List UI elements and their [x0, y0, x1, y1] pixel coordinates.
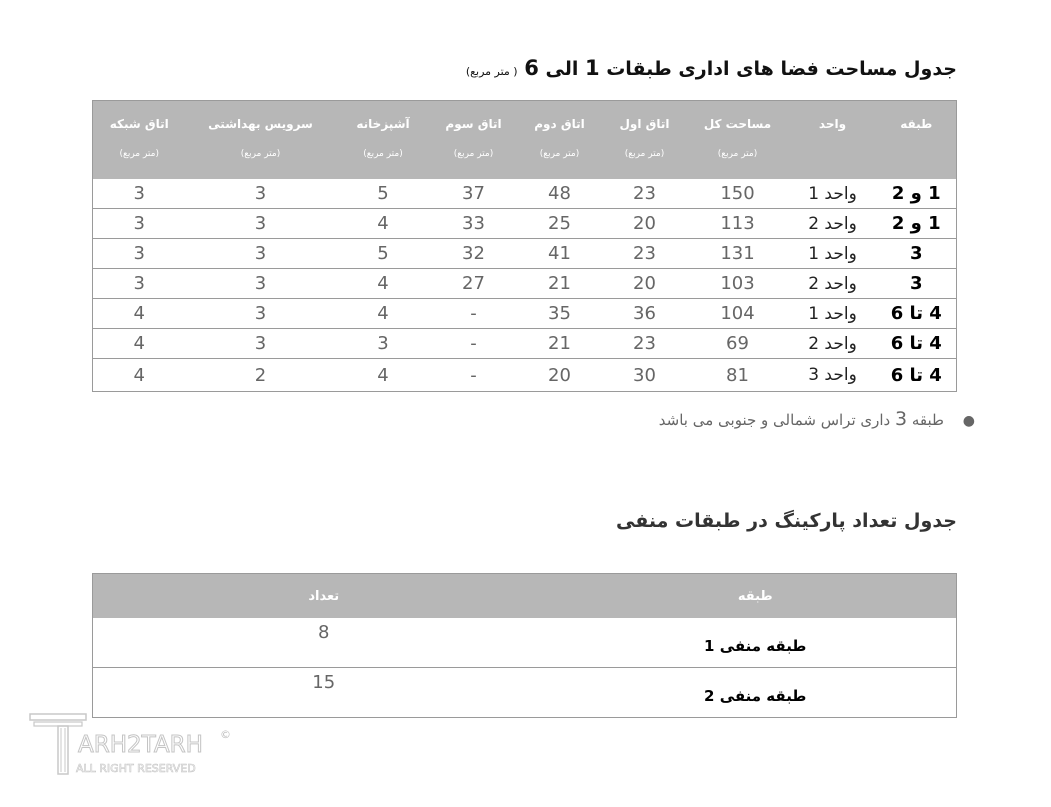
- column-header: [431, 101, 517, 180]
- terrace-note: [659, 408, 975, 430]
- table-row: [93, 179, 957, 209]
- table-row: [93, 668, 957, 718]
- logo-name: ARH2TARH: [78, 732, 203, 758]
- table-cell: واحد 2: [789, 269, 877, 299]
- table-cell: -: [431, 359, 517, 392]
- table-cell: 150: [687, 179, 789, 209]
- table-cell: 20: [603, 269, 687, 299]
- table-cell: 3: [186, 299, 336, 329]
- note-number: 3: [895, 408, 908, 430]
- table-cell: 35: [517, 299, 603, 329]
- table-cell: 3: [336, 329, 431, 359]
- table-cell: 3: [186, 179, 336, 209]
- table-cell: 21: [517, 269, 603, 299]
- table-cell: 5: [336, 179, 431, 209]
- column-header-unit: (متر مربع): [717, 149, 758, 159]
- table-cell: 3: [93, 179, 186, 209]
- table-cell: 27: [431, 269, 517, 299]
- table-cell: 3: [186, 209, 336, 239]
- table-cell: 2: [186, 359, 336, 392]
- table-cell: 21: [517, 329, 603, 359]
- column-header-label: مساحت کل: [703, 117, 772, 131]
- table-cell: 113: [687, 209, 789, 239]
- title-number-end: 6: [524, 56, 539, 80]
- logo-subtitle: ALL RIGHT RESERVED: [76, 762, 196, 775]
- table-cell: 4 تا 6: [877, 359, 957, 392]
- table-cell: 20: [517, 359, 603, 392]
- column-header-unit: (متر مربع): [363, 149, 403, 159]
- column-header-unit: (متر مربع): [119, 149, 159, 159]
- watermark-logo: [28, 712, 238, 782]
- table-header-row: [93, 574, 957, 619]
- table-row: [93, 209, 957, 239]
- table-cell: 3: [93, 269, 186, 299]
- table-cell: 4: [93, 299, 186, 329]
- column-header-unit: (متر مربع): [539, 149, 580, 159]
- table-cell: 4 تا 6: [877, 329, 957, 359]
- table-cell: 4: [336, 359, 431, 392]
- table-cell: 4: [336, 269, 431, 299]
- parking-table: [92, 573, 957, 718]
- table-cell: 36: [603, 299, 687, 329]
- table-cell: 37: [431, 179, 517, 209]
- column-header: [603, 101, 687, 180]
- column-header-label: اتاق دوم: [534, 117, 585, 131]
- table-cell: 32: [431, 239, 517, 269]
- table2-title: جدول تعداد پارکینگ در طبقات منفی: [615, 510, 957, 532]
- column-header-label: سرویس بهداشتی: [208, 117, 313, 131]
- table-cell: 4: [93, 329, 186, 359]
- table-cell: 1 و 2: [877, 209, 957, 239]
- table-row: [93, 618, 957, 668]
- table-cell: طبقه منفی 2: [555, 668, 957, 718]
- table-cell: 41: [517, 239, 603, 269]
- table-cell: 3: [186, 329, 336, 359]
- title-unit: ( متر مربع): [465, 65, 518, 78]
- column-header-label: آشپزخانه: [356, 117, 410, 131]
- table-cell: 3: [186, 269, 336, 299]
- table-header-row: [93, 101, 957, 180]
- table-row: [93, 329, 957, 359]
- table-cell: واحد 1: [789, 179, 877, 209]
- table-cell: -: [431, 329, 517, 359]
- column-header: [687, 101, 789, 180]
- bullet-icon: ●: [962, 413, 975, 429]
- table-cell: 104: [687, 299, 789, 329]
- table-cell: 33: [431, 209, 517, 239]
- table-cell: 48: [517, 179, 603, 209]
- column-header-label: اتاق اول: [619, 117, 670, 131]
- column-header: [93, 101, 186, 180]
- table-row: [93, 359, 957, 392]
- column-header: طبقه: [555, 574, 957, 619]
- table-cell: 4 تا 6: [877, 299, 957, 329]
- table-cell: 25: [517, 209, 603, 239]
- table-cell: 4: [93, 359, 186, 392]
- column-header-label: اتاق شبکه: [109, 117, 169, 131]
- office-area-table: [92, 100, 957, 392]
- table-cell: 5: [336, 239, 431, 269]
- column-header-label: اتاق سوم: [445, 117, 502, 131]
- table-cell: 3: [93, 239, 186, 269]
- table-cell: 81: [687, 359, 789, 392]
- table-cell: 15: [93, 668, 555, 718]
- table-cell: واحد 2: [789, 329, 877, 359]
- table-cell: -: [431, 299, 517, 329]
- table-cell: 23: [603, 329, 687, 359]
- note-text-before: طبقه: [911, 411, 944, 429]
- table-cell: 3: [877, 269, 957, 299]
- table-cell: واحد 1: [789, 299, 877, 329]
- table-cell: 20: [603, 209, 687, 239]
- copyright-icon: ©: [220, 728, 231, 741]
- column-header: [877, 101, 957, 180]
- table-cell: 3: [93, 209, 186, 239]
- table-cell: 23: [603, 239, 687, 269]
- column-header-unit: (متر مربع): [453, 149, 494, 159]
- table-cell: 3: [877, 239, 957, 269]
- column-header: [186, 101, 336, 180]
- note-text-after: داری تراس شمالی و جنوبی می باشد: [658, 411, 891, 429]
- column-header-unit: (متر مربع): [240, 149, 281, 159]
- table-cell: 3: [186, 239, 336, 269]
- table-cell: 103: [687, 269, 789, 299]
- table-cell: واحد 2: [789, 209, 877, 239]
- table-row: [93, 269, 957, 299]
- table-cell: طبقه منفی 1: [555, 618, 957, 668]
- column-header: [789, 101, 877, 180]
- table-cell: 4: [336, 299, 431, 329]
- table-row: [93, 239, 957, 269]
- table-cell: 23: [603, 179, 687, 209]
- column-header-unit: (متر مربع): [624, 149, 665, 159]
- title-connector: الی: [545, 58, 579, 80]
- title-number-start: 1: [584, 56, 600, 80]
- column-header-label: واحد: [818, 117, 847, 131]
- table-cell: 131: [687, 239, 789, 269]
- table1-title: [466, 56, 957, 80]
- column-header: [336, 101, 431, 180]
- table-cell: 1 و 2: [877, 179, 957, 209]
- column-header-label: طبقه: [900, 117, 933, 131]
- title-text: جدول مساحت فضا های اداری طبقات: [606, 58, 957, 80]
- table-row: [93, 299, 957, 329]
- table-cell: واحد 3: [789, 359, 877, 392]
- column-header: [517, 101, 603, 180]
- table-cell: 69: [687, 329, 789, 359]
- table-cell: 4: [336, 209, 431, 239]
- table-cell: 30: [603, 359, 687, 392]
- table-cell: 8: [93, 618, 555, 668]
- column-header: تعداد: [93, 574, 555, 619]
- table-cell: واحد 1: [789, 239, 877, 269]
